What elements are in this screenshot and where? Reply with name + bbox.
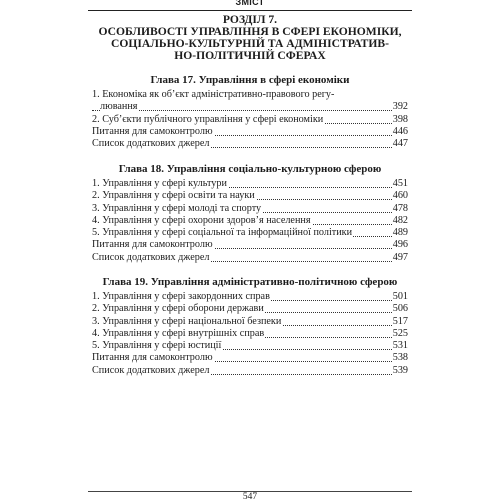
toc-entry-text: 5. Управління у сфері соціальної та інформаційної політики xyxy=(92,227,353,239)
toc-entry[interactable] xyxy=(92,178,408,190)
toc-entry[interactable] xyxy=(92,365,408,377)
toc-entry-text: 5. Управління у сфері юстиції xyxy=(92,340,222,352)
toc-entry-page: 525 xyxy=(392,327,408,339)
toc-entry-page: 478 xyxy=(392,202,408,214)
toc-entry-page: 447 xyxy=(392,138,408,150)
chapter-heading: Глава 19. Управління адміністративно-політичною сферою xyxy=(102,276,398,288)
toc-entry-page: 489 xyxy=(392,227,408,239)
toc-entry[interactable] xyxy=(92,89,408,101)
toc-entry-page: 460 xyxy=(392,190,408,202)
section-title xyxy=(88,14,412,62)
toc-entry[interactable] xyxy=(92,190,408,202)
toc-entry[interactable] xyxy=(92,252,408,264)
chapter-entries xyxy=(92,89,408,150)
section-title-line: СОЦІАЛЬНО-КУЛЬТУРНІЙ ТА АДМІНІСТРАТИВ- xyxy=(110,37,389,50)
toc-entry-page: 538 xyxy=(392,352,408,364)
toc-entry-text: Список додаткових джерел xyxy=(92,138,210,150)
toc-entry-text: Питання для самоконтролю xyxy=(92,352,213,364)
toc-entry-text: 1. Управління у сфері культури xyxy=(92,178,227,189)
toc-entry-text: 2. Управління у сфері оборони держави xyxy=(92,303,264,315)
toc-entry[interactable] xyxy=(92,303,408,315)
toc-entry[interactable] xyxy=(92,101,408,113)
toc-entry-page: 531 xyxy=(392,340,408,352)
chapter-heading: Глава 17. Управління в сфері економіки xyxy=(150,74,350,86)
section-number: РОЗДІЛ 7. xyxy=(222,13,278,26)
toc-entry[interactable] xyxy=(92,328,408,340)
toc-entry-page: 482 xyxy=(392,214,408,226)
dot-leader xyxy=(92,110,408,111)
toc-entry-text: 1. Управління у сфері закордонних справ xyxy=(92,291,270,302)
running-header xyxy=(88,0,412,11)
toc-entry[interactable] xyxy=(92,239,408,251)
toc-entry-page: 398 xyxy=(392,113,408,125)
toc-entry[interactable] xyxy=(92,352,408,364)
toc-entry-text: Список додаткових джерел xyxy=(92,364,210,376)
toc-entry-text: 2. Суб’єкти публічного управління у сфері економіки xyxy=(92,113,324,125)
toc-entry-text: лювання xyxy=(100,101,138,113)
toc-entry-text: 4. Управління у сфері охорони здоров’я населення xyxy=(92,214,311,226)
toc-entry-text: 3. Управління у сфері молоді та спорту xyxy=(92,202,262,214)
page-footer xyxy=(88,491,412,502)
toc-entry-text: Питання для самоконтролю xyxy=(92,239,213,251)
page-number-wrap xyxy=(88,486,412,504)
toc-entry[interactable] xyxy=(92,215,408,227)
page-number: 547 xyxy=(237,492,263,502)
toc-entry-page: 497 xyxy=(392,251,408,263)
section-title-line: ОСОБЛИВОСТІ УПРАВЛІННЯ В СФЕРІ ЕКОНОМІКИ, xyxy=(98,25,402,38)
toc-entry-text: 2. Управління у сфері освіти та науки xyxy=(92,190,255,202)
chapter-entries xyxy=(92,178,408,264)
toc-entry-text: 1. Економіка як об’єкт адміністративно-правового регу- xyxy=(92,89,335,100)
toc-entry[interactable] xyxy=(92,126,408,138)
toc-entry[interactable] xyxy=(92,114,408,126)
toc-entry[interactable] xyxy=(92,291,408,303)
toc-entry-page: 451 xyxy=(392,178,408,189)
chapter-heading: Глава 18. Управління соціально-культурною сферою xyxy=(118,163,382,175)
section-title-line: НО-ПОЛІТИЧНІЙ СФЕРАХ xyxy=(174,49,326,62)
toc-entry[interactable] xyxy=(92,340,408,352)
toc-entry[interactable] xyxy=(92,227,408,239)
toc-entry-page: 392 xyxy=(392,101,408,113)
toc-entry[interactable] xyxy=(92,316,408,328)
toc-entry-text: Питання для самоконтролю xyxy=(92,125,213,137)
toc-entry-text: Список додаткових джерел xyxy=(92,251,210,263)
toc-entry-page: 506 xyxy=(392,303,408,315)
running-header-title: ЗМІСТ xyxy=(235,0,265,7)
toc-entry-page: 539 xyxy=(392,364,408,376)
toc-entry[interactable] xyxy=(92,138,408,150)
toc-entry-page: 517 xyxy=(392,315,408,327)
toc-entry-page: 501 xyxy=(392,291,408,302)
chapter-entries xyxy=(92,291,408,377)
toc-entry-text: 4. Управління у сфері внутрішніх справ xyxy=(92,327,265,339)
toc-entry-page: 496 xyxy=(392,239,408,251)
toc-entry-page: 446 xyxy=(392,125,408,137)
toc-entry[interactable] xyxy=(92,203,408,215)
toc-entry-text: 3. Управління у сфері національної безпеки xyxy=(92,315,282,327)
